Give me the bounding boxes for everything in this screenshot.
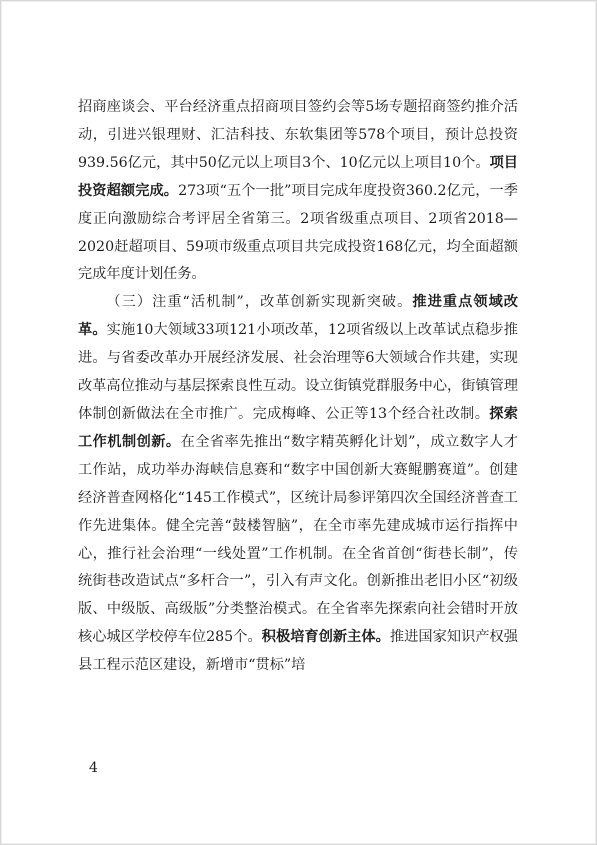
text-run: 273项“五个一批”项目完成年度投资360.2亿元，一季度正向激励综合考评居全省第三。2项省级重点项目、2项省2018—2020赶超项目、59项市级重点项目共完成投资168亿元，均全面超额完成年度计划任务。 — [78, 182, 518, 283]
page-number: 4 — [89, 760, 98, 776]
text-run: 推进国家知识产权强县工程示范区建设，新增市“贯标”培 — [78, 629, 518, 674]
bold-heading-innovation: 积极培育创新主体。 — [261, 629, 390, 646]
text-run: 招商座谈会、平台经济重点招商项目签约会等5场专题招商签约推介活动，引进兴银理财、汇洁科技、东软集团等578个项目，预计总投资939.56亿元，其中50亿元以上项目3个、10亿元以上项目10个。 — [78, 99, 518, 171]
paragraph-reform — [78, 289, 518, 680]
section-heading: （三）注重“活机制”，改革创新实现新突破。 — [106, 294, 413, 311]
paragraph-investment — [78, 94, 518, 289]
bold-heading-mechanism: 探索工作机制创新。 — [78, 405, 518, 450]
body-text — [78, 94, 518, 680]
text-run: 在全省率先推出“数字精英孵化计划”，成立数字人才工作站，成功举办海峡信息赛和“数字中国创新大赛鲲鹏赛道”。创建经济普查网格化“145工作模式”，区统计局参评第四次全国经济普查工作先进集体。健全完善“鼓楼智脑”，在全市率先建成城市运行指挥中心，推行社会治理“一线处置”工作机制。在全省首创“街巷长制”，传统街巷改造试点“多杆合一”，引入有声文化。创新推出老旧小区“初级版、中级版、高级版”分类整治模式。在全省率先探索向社会错时开放核心城区学校停车位285个。 — [78, 433, 518, 646]
bold-heading-investment: 项目投资超额完成。 — [78, 154, 518, 199]
text-run: 实施10大领域33项121小项改革，12项省级以上改革试点稳步推进。与省委改革办开展经济发展、社会治理等6大领域合作共建，实现改革高位推动与基层探索良性互动。设立街镇党群服务中心，街镇管理体制创新做法在全市推广。完成梅峰、公正等13个经合社改制。 — [78, 322, 518, 422]
bold-heading-key-reform: 推进重点领域改革。 — [78, 294, 518, 339]
